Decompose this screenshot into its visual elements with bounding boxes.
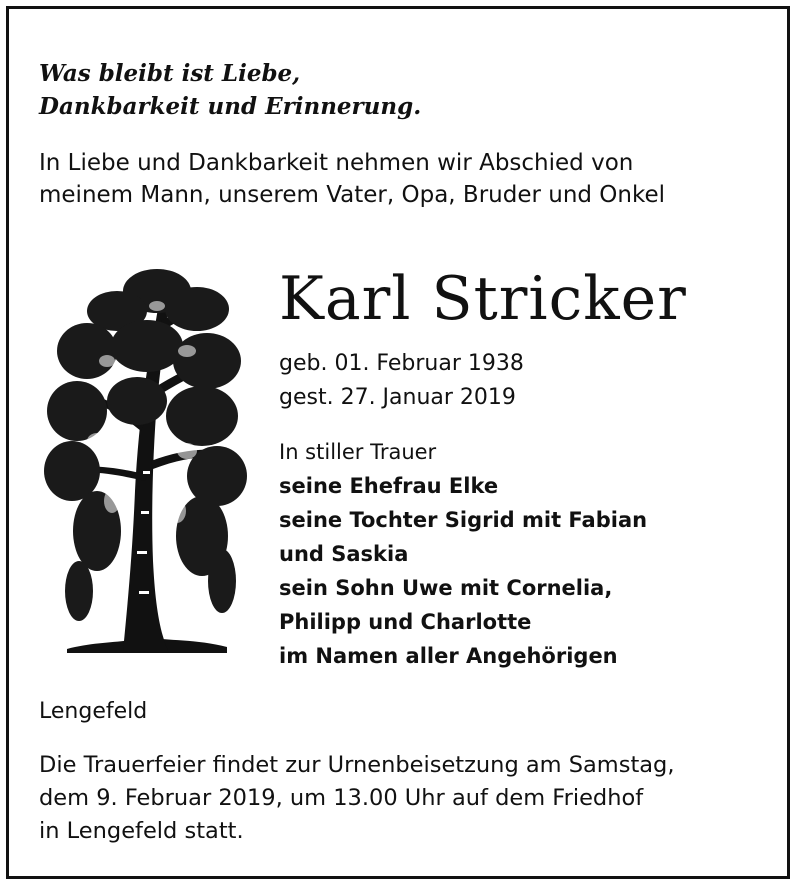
birch-tree-icon — [37, 261, 249, 661]
mourner-line: und Saskia — [279, 542, 409, 566]
motto-line-1: Was bleibt ist Liebe, — [39, 60, 301, 87]
ceremony-line-3: in Lengefeld statt. — [39, 818, 244, 844]
birth-date: geb. 01. Februar 1938 — [279, 351, 524, 376]
mourner-line: Philipp und Charlotte — [279, 610, 532, 634]
mourners-lead: In stiller Trauer — [279, 440, 437, 464]
ceremony-info — [39, 749, 769, 848]
life-dates — [279, 347, 759, 415]
obituary-frame — [6, 6, 790, 879]
intro-line-2: meinem Mann, unserem Vater, Opa, Bruder und Onkel — [39, 182, 666, 208]
mourners-list — [279, 435, 779, 673]
mourner-line: sein Sohn Uwe mit Cornelia, — [279, 576, 613, 600]
mourner-line: seine Ehefrau Elke — [279, 474, 499, 498]
motto — [39, 57, 599, 123]
motto-line-2: Dankbarkeit und Erinnerung. — [39, 93, 422, 120]
place-name: Lengefeld — [39, 699, 148, 724]
intro-line-1: In Liebe und Dankbarkeit nehmen wir Abschied von — [39, 150, 634, 176]
deceased-name: Karl Stricker — [279, 264, 687, 334]
intro-text — [39, 147, 769, 211]
death-date: gest. 27. Januar 2019 — [279, 385, 516, 410]
ceremony-line-2: dem 9. Februar 2019, um 13.00 Uhr auf dem Friedhof — [39, 785, 644, 811]
mourner-line: seine Tochter Sigrid mit Fabian — [279, 508, 648, 532]
mourner-line: im Namen aller Angehörigen — [279, 644, 618, 668]
ceremony-line-1: Die Trauerfeier findet zur Urnenbeisetzung am Samstag, — [39, 752, 675, 778]
